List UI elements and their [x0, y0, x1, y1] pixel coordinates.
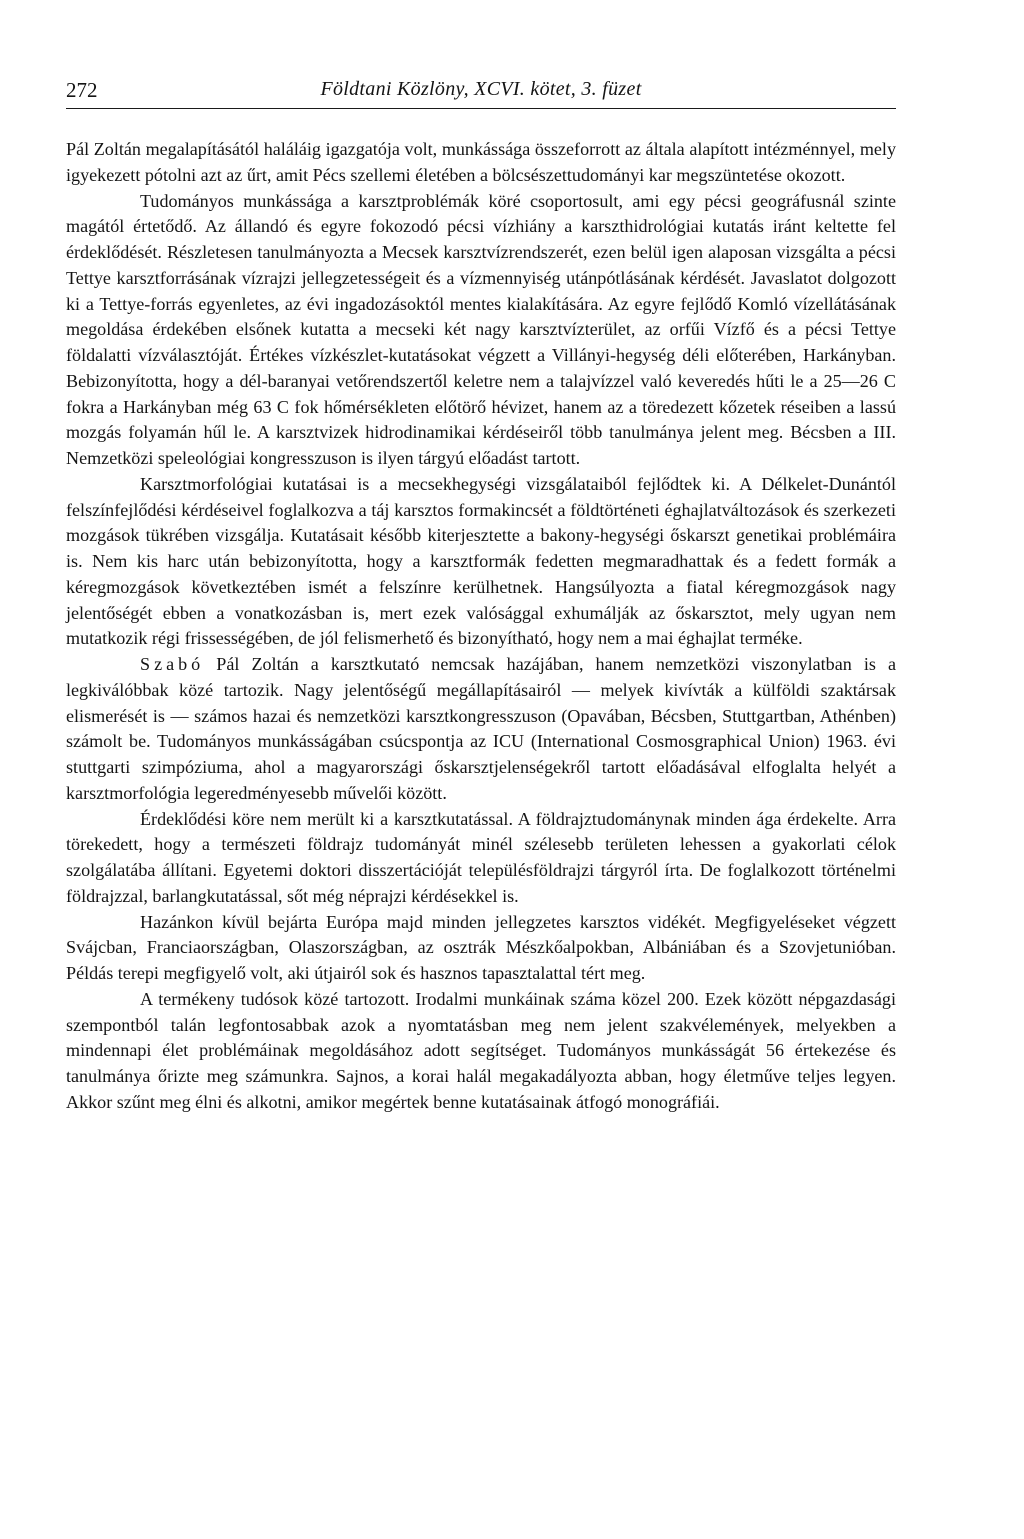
paragraph-6: Hazánkon kívül bejárta Európa majd minden jellegzetes karsztos vidékét. Megfigyeléseket végzett Svájcban, Franciaországban, Olaszországban, az osztrák Mészkőalpokban, Albániában és a Szovjetunióban. Példás terepi megfigyelő volt, aki útjairól sok és hasznos tapasztalattal tért meg.: [66, 911, 896, 983]
article-body: [66, 137, 896, 1116]
page-number: 272: [66, 78, 98, 102]
paragraph-4-text: Pál Zoltán a karsztkutató nemcsak hazájában, hanem nemzetközi viszonylatban is a legkiválóbbak közé tartozik. Nagy jelentőségű megállapításairól — melyek kivívták a külföldi szaktársak elismerését is — számos hazai és nemzetközi karsztkongresszuson (Opavában, Bécsben, Stuttgartban, Athénben) számolt be. Tudományos munkásságában csúcspontja az ICU (International Cosmosgraphical Union) 1963. évi stuttgarti szimpóziuma, ahol a magyarországi őskarsztjelenségekről tartott előadásával elfoglalta helyét a karsztmorfológia legeredményesebb művelői között.: [66, 654, 896, 803]
paragraph-3: Karsztmorfológiai kutatásai is a mecsekhegységi vizsgálataiból fejlődtek ki. A Délkelet-Dunántól felszínfejlődési kérdéseivel foglalkozva a táj karsztos formakincsét a földtörténeti éghajlatváltozások és szerkezeti mozgások tükrében vizsgálja. Kutatásait később kiterjesztette a bakony-hegységi őskarszt genetikai problémáira is. Nem kis harc után bebizonyította, hogy a karsztformák fedetten megmaradhattak és a fedett formák a kéregmozgások következtében ismét a felszínre kerülhetnek. Hangsúlyozta a fiatal kéregmozgások nagy jelentőségét ebben a vonatkozásban is, mert ezek valósággal exhumálják az őskarsztot, mely ugyan nem mutatkozik régi frissességében, de jól felismerhető és bizonyítható, hogy nem a mai éghajlat terméke.: [66, 473, 896, 649]
paragraph-2: Tudományos munkássága a karsztproblémák köré csoportosult, ami egy pécsi geográfusnál szinte magától értetődő. Az állandó és egyre fokozodó pécsi vízhiány a karszthidrológiai kutatás iránt keltette fel érdeklődését. Részletesen tanulmányozta a Mecsek karsztvízrendszerét, ezen belül igen alaposan vizsgálta a pécsi Tettye karsztforrásának vízrajzi jellegzetességeit és a vízmennyiség utánpótlásának kérdését. Javaslatot dolgozott ki a Tettye-forrás egyenletes, az évi ingadozásoktól mentes kialakítására. Az egyre fejlődő Komló vízellátásának megoldása érdekében elsőnek kutatta a mecseki két nagy karsztvízterület, az orfűi Vízfő és a pécsi Tettye földalatti vízválasztóját. Értékes vízkészlet-kutatásokat végzett a Villányi-hegység déli előterében, Harkányban. Bebizonyította, hogy a dél-baranyai vetőrendszertől keletre nem a talajvízzel való keveredés hűti le a 25—26 C fokra a Harkányban még 63 C fok hőmérsékleten előtörő hévizet, hanem az a töredezett kőzetek réseiben a lassú mozgás folyamán hűl le. A karsztvizek hidrodinamikai kérdéseiről több tanulmánya jelent meg. Bécsben a III. Nemzetközi speleológiai kongresszuson is ilyen tárgyú előadást tartott.: [66, 190, 896, 468]
running-title: Földtani Közlöny, XCVI. kötet, 3. füzet: [320, 78, 642, 100]
paragraph-4: [66, 652, 896, 807]
paragraph-7: A termékeny tudósok közé tartozott. Irodalmi munkáinak száma közel 200. Ezek között népgazdasági szempontból talán legfontosabbak azok a nyomtatásban meg nem jelent szakvélemények, melyekben a mindennapi élet problémáinak megoldásához adott segítséget. Tudományos munkásságát 56 értekezése és tanulmánya őrizte meg számunkra. Sajnos, a korai halál megakadályozta abban, hogy életműve teljes legyen. Akkor szűnt meg élni és alkotni, amikor megértek benne kutatásainak átfogó monográfiái.: [66, 988, 896, 1112]
spaced-author-name: Szabó: [140, 654, 205, 674]
page-header: [66, 78, 896, 109]
document-page: [66, 78, 896, 1116]
paragraph-5: Érdeklődési köre nem merült ki a karsztkutatással. A földrajztudománynak minden ága érdekelte. Arra törekedett, hogy a természeti földrajz tudományát minél szélesebb területen lehessen a gyakorlati célok szolgálatába állítani. Egyetemi doktori disszertációját településföldrajzi tárgyról írta. De foglalkozott történelmi földrajzzal, barlangkutatással, sőt még néprajzi kérdésekkel is.: [66, 808, 896, 906]
paragraph-1: Pál Zoltán megalapításától haláláig igazgatója volt, munkássága összeforrott az általa alapított intézménnyel, mely igyekezett pótolni azt az űrt, amit Pécs szellemi életében a bölcsészettudományi kar megszüntetése okozott.: [66, 139, 896, 185]
